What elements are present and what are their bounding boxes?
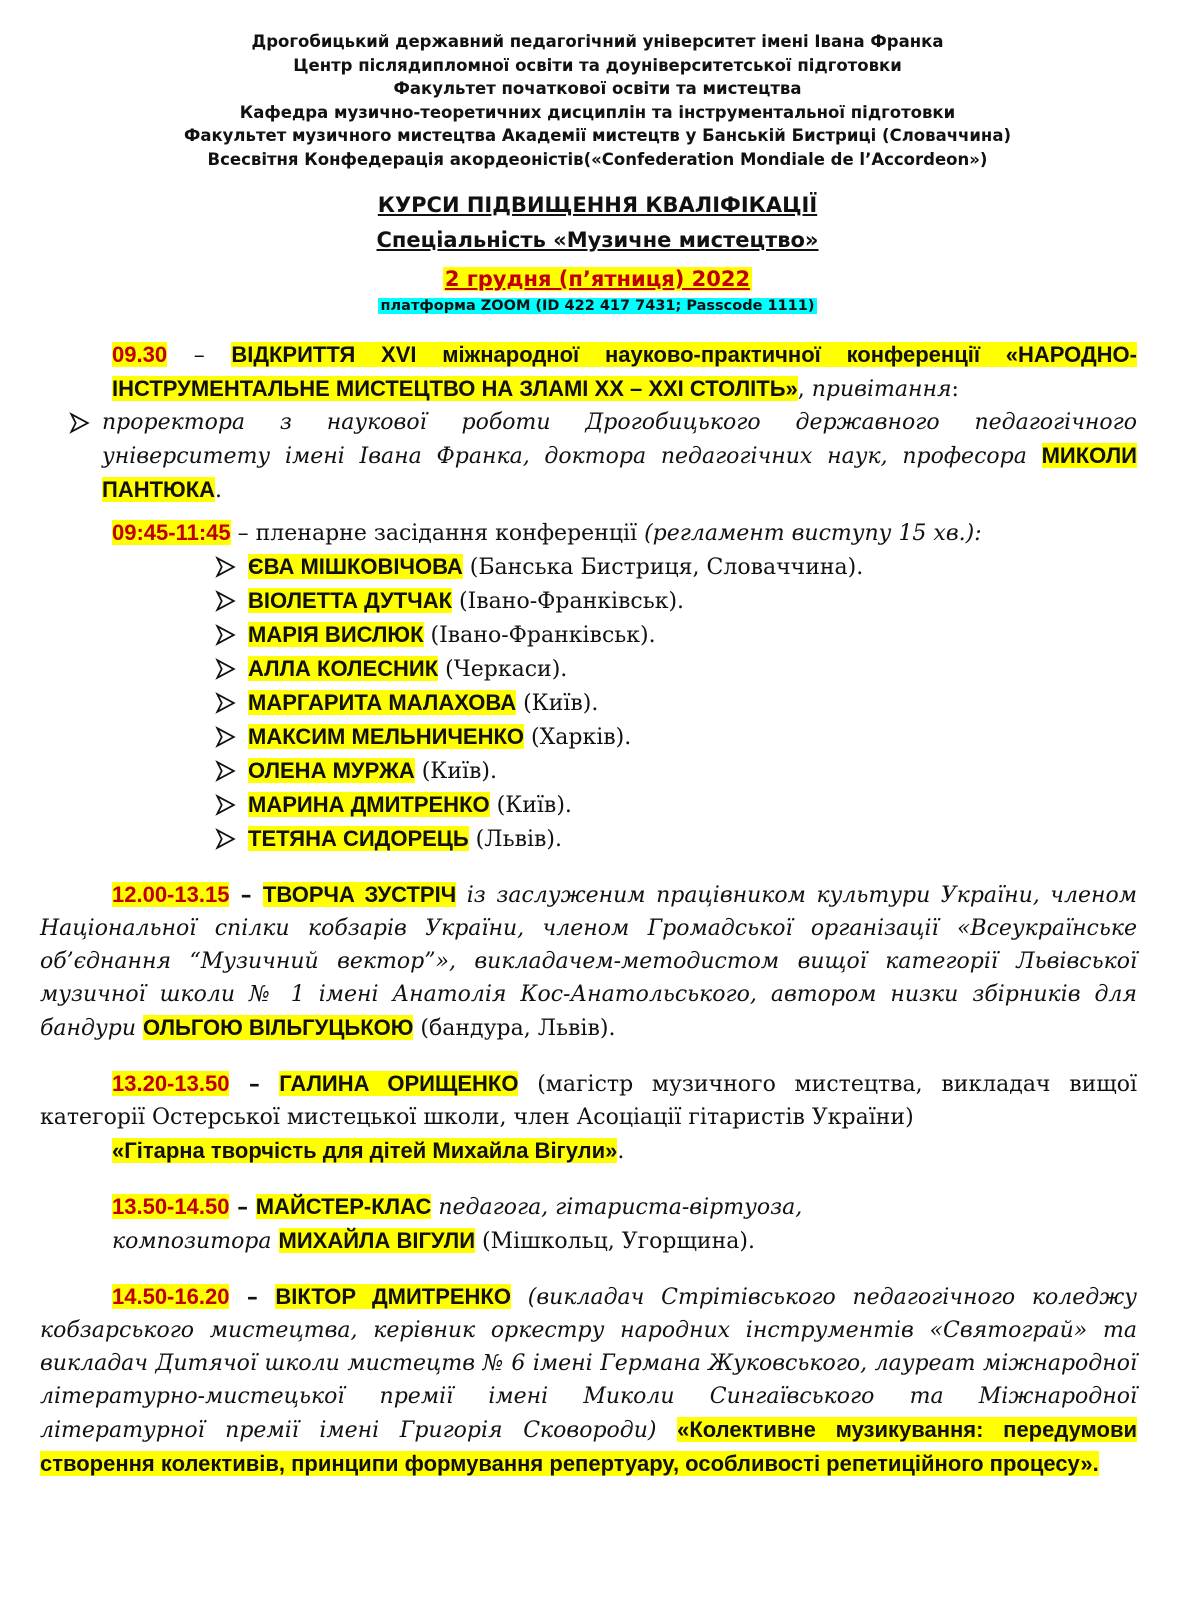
speaker-item [248, 822, 1137, 856]
header-line: Кафедра музично-теоретичних дисциплін та інструментальної підготовки [239, 102, 956, 122]
master-text2: композитора [112, 1229, 279, 1254]
talk-text: (магістр музичного мистецтва, викладач вищої категорії Остерської мистецької школи, член Асоціації гітаристів України) [40, 1072, 1137, 1130]
last-topic: «Колективне музикування: передумови створення колективів, принципи формування репертуару, особливості репетиційного процесу». [40, 1417, 1138, 1476]
last-speaker: ВІКТОР ДМИТРЕНКО [275, 1284, 511, 1309]
greeting-text: проректора з наукової роботи Дрогобицького державного педагогічного університету імені Івана Франка, доктора педагогічних наук, професора [102, 410, 1137, 469]
talk-speaker: ГАЛИНА ОРИЩЕНКО [279, 1071, 519, 1096]
master-title: МАЙСТЕР-КЛАС [255, 1194, 432, 1219]
greeting-item [102, 406, 1137, 507]
arrow-bullet-icon [214, 686, 236, 724]
speaker-item [248, 788, 1137, 822]
arrow-bullet-icon [214, 550, 236, 588]
header-line: Дрогобицький державний педагогічний університет імені Івана Франка [251, 32, 944, 51]
event-date [58, 266, 1137, 294]
last-text: (викладач Стрітівського педагогічного коледжу кобзарського мистецтва, керівник оркестру народних інструментів «Святограй» та викладач Дитячої школи мистецтв № 6 імені Германа Жуковського, лауреат міжнародної літературно-мистецької премії імені Миколи Сингаївського та Міжнародної літературної премії імені Григорія Сковороди) [40, 1285, 1137, 1443]
event-date-text: 2 грудня (п’ятниця) 2022 [444, 267, 751, 291]
plenary-section [40, 516, 1137, 856]
last-dash: – [229, 1284, 276, 1310]
speaker-name: ТЕТЯНА СИДОРЕЦЬ [248, 826, 469, 851]
speaker-city: (Івано-Франківськ). [452, 589, 685, 614]
header-line: Факультет музичного мистецтва Академії мистецтв у Банській Бистриці (Словаччина) [183, 126, 1011, 145]
arrow-bullet-icon [68, 406, 90, 444]
opening-dash: – [193, 343, 205, 368]
greeting-name: МИКОЛИ ПАНТЮКА [102, 443, 1137, 502]
greeting-colon: : [951, 377, 959, 402]
master-line1 [40, 1190, 1137, 1224]
speaker-list [248, 550, 1137, 856]
meeting-time: 12.00-13.15 [112, 882, 230, 907]
speaker-city: (Київ). [489, 793, 572, 818]
plenary-note: (регламент виступу 15 хв.): [644, 521, 982, 546]
greeting-list [102, 406, 1137, 507]
talk-time: 13.20-13.50 [112, 1071, 230, 1096]
speaker-city: (Львів). [468, 827, 562, 852]
header-line: Всесвітня Конфедерація акордеоністів(«Confederation Mondiale de l’Accordeon») [207, 149, 988, 169]
speaker-item [248, 584, 1137, 618]
speaker-city: (Київ). [414, 759, 497, 784]
platform-text: платформа ZOOM (ID 422 417 7431; Passcode 1111) [378, 298, 818, 314]
talk-topic-line [40, 1134, 1137, 1168]
talk-paragraph [40, 1067, 1137, 1134]
master-line2 [40, 1224, 1137, 1258]
speaker-city: (Банська Бистриця, Словаччина). [462, 555, 864, 580]
speaker-name: МАРІЯ ВИСЛЮК [248, 622, 424, 647]
speaker-item [248, 652, 1137, 686]
course-title: КУРСИ ПІДВИЩЕННЯ КВАЛІФІКАЦІЇ [377, 193, 818, 217]
header-line: Факультет початкової освіти та мистецтва [393, 79, 802, 98]
arrow-bullet-icon [214, 788, 236, 826]
meeting-tail: (бандура, Львів). [413, 1016, 616, 1041]
meeting-paragraph [40, 878, 1137, 1045]
meeting-title: ТВОРЧА ЗУСТРІЧ [262, 882, 457, 907]
meeting-dash: – [229, 882, 263, 908]
speaker-name: АЛЛА КОЛЕСНИК [248, 656, 439, 681]
master-section [40, 1190, 1137, 1258]
master-dash: – [229, 1194, 256, 1220]
talk-dash: – [229, 1071, 280, 1097]
meeting-text: із заслуженим працівником культури України, членом Національної спілки кобзарів України, членом Громадської організації «Всеукраїнське об’єднання “Музичний вектор”», викладачем-методистом вищої категорії Львівської музичної школи № 1 імені Анатолія Кос-Анатольського, автором низки збірників для бандури [40, 883, 1137, 1041]
speaker-city: (Київ). [516, 691, 599, 716]
greeting-label: привітання [811, 377, 952, 402]
arrow-bullet-icon [214, 720, 236, 758]
speaker-item [248, 720, 1137, 754]
speaker-item [248, 754, 1137, 788]
opening-section [40, 338, 1137, 507]
arrow-bullet-icon [214, 822, 236, 860]
plenary-time: 09:45-11:45 [112, 520, 231, 545]
arrow-bullet-icon [214, 618, 236, 656]
arrow-bullet-icon [214, 584, 236, 622]
speaker-city: (Івано-Франківськ). [423, 623, 656, 648]
speaker-name: ВІОЛЕТТА ДУТЧАК [248, 588, 453, 613]
master-name: МИХАЙЛА ВІГУЛИ [278, 1228, 476, 1253]
speaker-city: (Черкаси). [438, 657, 568, 682]
header-line: Центр післядипломної освіти та доуніверситетської підготовки [293, 55, 902, 75]
speaker-name: МАРИНА ДМИТРЕНКО [248, 792, 490, 817]
arrow-bullet-icon [214, 652, 236, 690]
greeting-end: . [215, 478, 223, 503]
speaker-name: МАКСИМ МЕЛЬНИЧЕНКО [248, 724, 524, 749]
meeting-guest: ОЛЬГОЮ ВІЛЬГУЦЬКОЮ [143, 1015, 414, 1040]
speaker-city: (Харків). [524, 725, 632, 750]
master-tail: (Мішкольц, Угорщина). [475, 1229, 755, 1254]
talk-end: . [617, 1139, 625, 1164]
speaker-name: ЄВА МІШКОВІЧОВА [248, 554, 463, 579]
last-time: 14.50-16.20 [112, 1284, 230, 1309]
plenary-paragraph [40, 516, 1137, 550]
plenary-text: – пленарне засідання конференції [230, 521, 645, 546]
platform-info [58, 294, 1137, 317]
specialty-title: Спеціальність «Музичне мистецтво» [376, 228, 819, 252]
opening-title: ВІДКРИТТЯ XVI міжнародної науково-практичної конференції «НАРОДНО-ІНСТРУМЕНТАЛЬНЕ МИСТЕЦТВО НА ЗЛАМІ ХХ – ХХІ СТОЛІТЬ» [112, 342, 1137, 401]
opening-paragraph [40, 338, 1137, 406]
opening-comma: , [797, 377, 805, 402]
institution-header [40, 30, 1137, 171]
opening-time: 09.30 [112, 342, 168, 367]
speaker-item [248, 686, 1137, 720]
speaker-name: МАРГАРИТА МАЛАХОВА [248, 690, 517, 715]
master-time: 13.50-14.50 [112, 1194, 230, 1219]
speaker-item [248, 550, 1137, 584]
last-paragraph [40, 1280, 1137, 1481]
arrow-bullet-icon [214, 754, 236, 792]
master-text: педагога, гітариста-віртуоза, [431, 1195, 803, 1220]
speaker-name: ОЛЕНА МУРЖА [248, 758, 415, 783]
talk-topic: «Гітарна творчість для дітей Михайла Вігули» [112, 1138, 618, 1163]
speaker-item [248, 618, 1137, 652]
